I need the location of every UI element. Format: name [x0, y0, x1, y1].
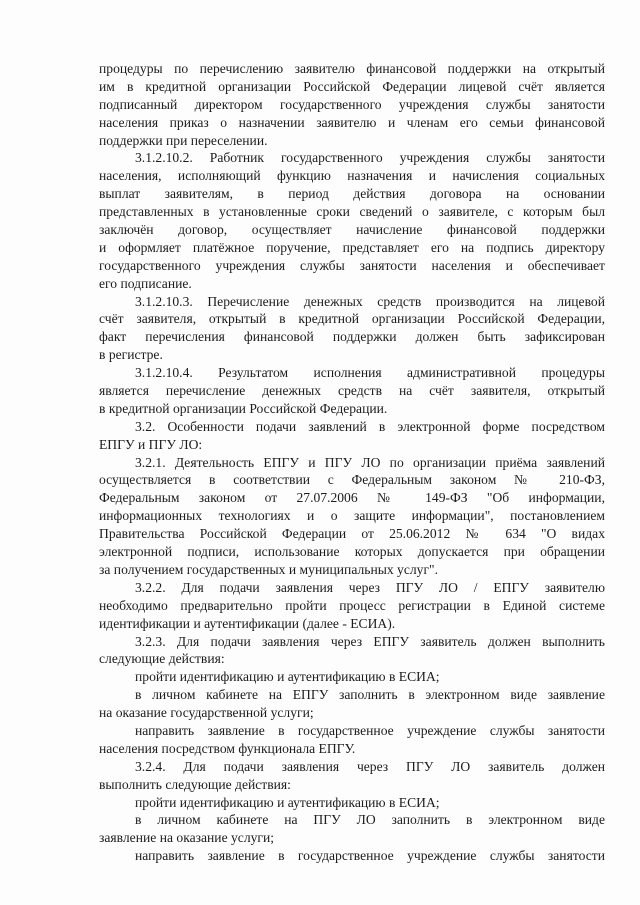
text-line: заключён договор, осуществляет начисление финансовой поддержки [99, 222, 605, 238]
text-line: 3.2.3. Для подачи заявления через ЕПГУ заявитель должен выполнить [135, 633, 605, 649]
text-line: поддержки при переселении. [99, 132, 268, 148]
text-line: информационных технологиях и о защите информации", постановлением [99, 508, 605, 524]
text-line: в регистре. [99, 347, 163, 363]
text-line: направить заявление в государственное учреждение службы занятости [135, 848, 605, 864]
text-line: 3.1.2.10.4. Результатом исполнения административной процедуры [135, 365, 605, 381]
text-line: представленных в установленные сроки сведений о заявителе, с которым был [99, 204, 605, 220]
text-line: 3.2.4. Для подачи заявления через ПГУ ЛО заявитель должен [135, 758, 605, 774]
paragraph-3-1-2-10-3 [99, 293, 605, 365]
text-line: 3.2.1. Деятельность ЕПГУ и ПГУ ЛО по организации приёма заявлений [135, 454, 605, 470]
text-line: пройти идентификацию и аутентификацию в ЕСИА; [135, 794, 440, 810]
paragraph-3-2-3-b [99, 686, 605, 722]
text-line: пройти идентификацию и аутентификацию в ЕСИА; [135, 669, 440, 685]
text-line: населения, исполняющий функцию назначения и начисления социальных [99, 168, 605, 184]
text-line: счёт заявителя, открытый в кредитной организации Российской Федерации, [99, 311, 605, 327]
paragraph-3-1-2-10-2 [99, 149, 605, 292]
text-line: направить заявление в государственное учреждение службы занятости [135, 722, 605, 738]
paragraph-3-2-1 [99, 454, 605, 579]
text-line: его подписание. [99, 275, 192, 291]
paragraph-3-2-3-c [99, 722, 605, 758]
text-line: населения приказ о назначении заявителю и членам его семьи финансовой [99, 114, 605, 130]
text-line: 3.2. Особенности подачи заявлений в электронной форме посредством [135, 418, 605, 434]
text-line: в личном кабинете на ЕПГУ заполнить в электронном виде заявление [135, 687, 605, 703]
paragraph-3-2-4 [99, 758, 605, 794]
paragraph-3-2-4-a [99, 794, 605, 812]
text-line: населения посредством функционала ЕПГУ. [99, 740, 356, 756]
text-line: выполнить следующие действия: [99, 776, 291, 792]
paragraph-3-2-3-a [99, 668, 605, 686]
paragraph-3-2-3 [99, 633, 605, 669]
text-line: и оформляет платёжное поручение, представляет его на подпись директору [99, 239, 605, 255]
text-line: 3.1.2.10.3. Перечисление денежных средств производится на лицевой [135, 293, 605, 309]
text-line: ЕПГУ и ПГУ ЛО: [99, 436, 203, 452]
text-line: за получением государственных и муниципальных услуг". [99, 561, 438, 577]
text-line: в кредитной организации Российской Федерации. [99, 400, 388, 416]
text-line: Правительства Российской Федерации от 25.06.2012 № 634 "О видах [99, 526, 605, 542]
text-line: выплат заявителям, в период действия договора на основании [99, 186, 605, 202]
paragraph-3-1-2-10-4 [99, 364, 605, 418]
text-line: им в кредитной организации Российской Федерации лицевой счёт является [99, 78, 605, 94]
text-line: осуществляется в соответствии с Федеральным законом № 210-ФЗ, [99, 472, 605, 488]
text-line: на оказание государственной услуги; [99, 705, 314, 721]
text-line: в личном кабинете на ПГУ ЛО заполнить в электронном виде [135, 812, 605, 828]
text-line: идентификации и аутентификации (далее - ЕСИА). [99, 615, 396, 631]
text-line: процедуры по перечислению заявителю финансовой поддержки на открытый [99, 61, 605, 76]
text-line: подписанный директором государственного учреждения службы занятости [99, 96, 605, 112]
text-line: является перечисление денежных средств на счёт заявителя, открытый [99, 383, 605, 399]
paragraph-3-2-2 [99, 579, 605, 633]
text-line: Федеральным законом от 27.07.2006 № 149-ФЗ "Об информации, [99, 490, 605, 506]
paragraph-3-2 [99, 418, 605, 454]
document-body [99, 60, 605, 865]
text-line: необходимо предварительно пройти процесс регистрации в Единой системе [99, 597, 605, 613]
paragraph-continuation [99, 60, 605, 149]
text-line: 3.1.2.10.2. Работник государственного учреждения службы занятости [135, 150, 605, 166]
paragraph-3-2-4-c [99, 847, 605, 865]
text-line: заявление на оказание услуги; [99, 830, 275, 846]
text-line: факт перечисления финансовой поддержки должен быть зафиксирован [99, 329, 605, 345]
paragraph-3-2-4-b [99, 811, 605, 847]
text-line: 3.2.2. Для подачи заявления через ПГУ ЛО / ЕПГУ заявителю [135, 579, 605, 595]
text-line: следующие действия: [99, 651, 225, 667]
text-line: электронной подписи, использование которых допускается при обращении [99, 544, 605, 560]
text-line: государственного учреждения службы занятости населения и обеспечивает [99, 257, 605, 273]
